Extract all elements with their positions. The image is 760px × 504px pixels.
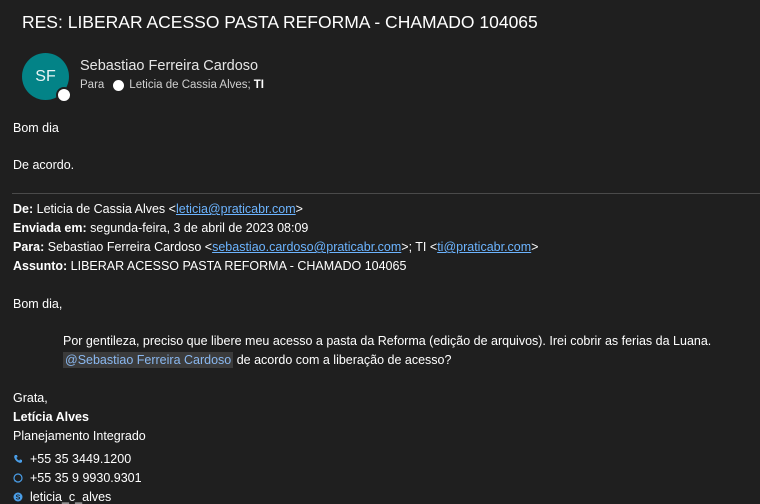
signature-whatsapp-row <box>13 471 142 485</box>
from-close: > <box>295 202 303 216</box>
to-email-link-2[interactable]: ti@praticabr.com <box>437 240 532 254</box>
whatsapp-icon <box>13 473 23 483</box>
mention-sebastiao[interactable]: @Sebastiao Ferreira Cardoso <box>65 353 232 367</box>
to-close: > <box>531 240 539 254</box>
quoted-to-line <box>13 240 538 254</box>
sender-name[interactable]: Sebastiao Ferreira Cardoso <box>80 58 259 74</box>
from-email-link[interactable]: leticia@praticabr.com <box>175 202 296 216</box>
svg-text:S: S <box>15 494 21 502</box>
quoted-body-line1: Por gentileza, preciso que libere meu acesso a pasta da Reforma (edição de arquivos). Irei cobrir as ferias da Luana. <box>63 334 712 348</box>
subject-value: LIBERAR ACESSO PASTA REFORMA - CHAMADO 104065 <box>70 259 407 273</box>
phone-number[interactable]: +55 35 3449.1200 <box>30 452 132 466</box>
sent-value: segunda-feira, 3 de abril de 2023 08:09 <box>90 221 309 235</box>
avatar-initials: SF <box>35 67 56 85</box>
signature-phone-row <box>13 452 131 466</box>
email-subject: RES: LIBERAR ACESSO PASTA REFORMA - CHAMADO 104065 <box>22 12 538 32</box>
signature-department: Planejamento Integrado <box>13 429 146 443</box>
quoted-body-line2 <box>63 353 451 367</box>
to-label: Para <box>80 79 105 91</box>
subject-label: Assunto: <box>13 259 68 273</box>
reply-greeting: Bom dia <box>13 121 59 135</box>
recipient-presence-icon <box>113 80 124 91</box>
quoted-subject-line <box>13 259 406 273</box>
reply-body: De acordo. <box>13 158 75 172</box>
from-label: De: <box>13 202 34 216</box>
presence-status-icon <box>56 87 72 103</box>
phone-icon <box>13 454 23 464</box>
whatsapp-number[interactable]: +55 35 9 9930.9301 <box>30 471 142 485</box>
from-name: Leticia de Cassia Alves < <box>36 202 176 216</box>
to-name: Sebastiao Ferreira Cardoso < <box>47 240 213 254</box>
to-email-link-1[interactable]: sebastiao.cardoso@praticabr.com <box>212 240 402 254</box>
quote-divider <box>12 193 760 194</box>
quoted-greeting: Bom dia, <box>13 297 63 311</box>
skype-handle[interactable]: leticia_c_alves <box>30 490 112 504</box>
quoted-sent-line <box>13 221 308 235</box>
quoted-from-line <box>13 202 303 216</box>
signature-skype-row <box>13 490 111 504</box>
to-label-quoted: Para: <box>13 240 45 254</box>
recipient-leticia[interactable]: Leticia de Cassia Alves; <box>129 79 251 91</box>
to-mid: >; TI < <box>401 240 438 254</box>
line2-rest: de acordo com a liberação de acesso? <box>233 353 452 367</box>
recipients-row <box>80 79 264 91</box>
skype-icon <box>13 492 23 502</box>
signature-name: Letícia Alves <box>13 410 89 424</box>
signature-closing: Grata, <box>13 391 48 405</box>
sent-label: Enviada em: <box>13 221 87 235</box>
recipient-ti[interactable]: TI <box>253 79 264 91</box>
